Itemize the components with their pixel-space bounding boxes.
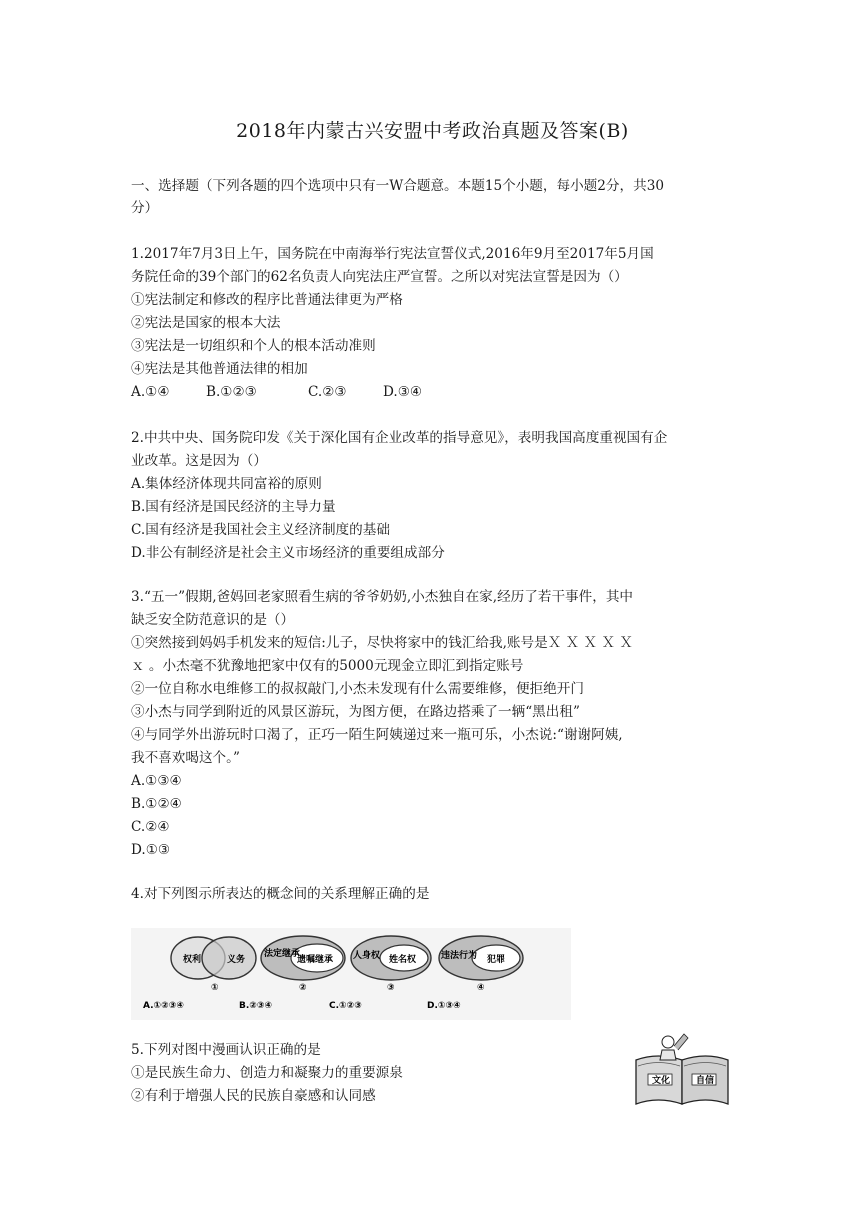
diagram-label: 犯罪	[487, 955, 506, 965]
q5-item: ①是民族生命力、创造力和凝聚力的重要源泉	[131, 1065, 403, 1081]
diagram-label: 人身权	[353, 951, 381, 961]
diagram-number: ①	[211, 983, 219, 993]
q3-stem: 3.“五一”假期,爸妈回老家照看生病的爷爷奶奶,小杰独自在家,经历了若干事件，其中	[131, 589, 634, 605]
diagram-label: 法定继承	[264, 949, 301, 959]
cartoon-book-image	[628, 1030, 736, 1108]
q5-item: ②有利于增强人民的民族自豪感和认同感	[131, 1088, 376, 1104]
q2-option-b: B.国有经济是国民经济的主导力量	[131, 499, 336, 515]
q1-option-b: B.①②③	[206, 384, 257, 400]
q1-option-c: C.②③	[308, 384, 347, 400]
q3-option-a: A.①③④	[131, 773, 182, 789]
diagram-label: 遗嘱继承	[297, 955, 334, 965]
q1-item: ④宪法是其他普通法律的相加	[131, 361, 308, 377]
diagram-number: ④	[477, 983, 485, 993]
diagram-label: 违法行为	[441, 951, 478, 961]
q2-option-c: C.国有经济是我国社会主义经济制度的基础	[131, 522, 390, 538]
q3-item: ③小杰与同学到附近的风景区游玩，为图方便，在路边搭乘了一辆“黑出租”	[131, 704, 580, 720]
diagram-label: 权利	[183, 955, 202, 965]
cartoon-label-confidence: 自信	[696, 1076, 715, 1086]
q5-stem: 5.下列对图中漫画认识正确的是	[131, 1042, 321, 1058]
diagram-label: 义务	[227, 955, 246, 965]
q1-stem-cont: 务院任命的39个部门的62名负责人向宪法庄严宣誓。之所以对宪法宣誓是因为（）	[131, 269, 628, 285]
diagram-number: ②	[299, 983, 307, 993]
q3-item: ①突然接到妈妈手机发来的短信:儿子，尽快将家中的钱汇给我,账号是Ｘ Ｘ Ｘ Ｘ Ｘ	[131, 635, 633, 651]
diagram-option: C.①②③	[329, 1001, 362, 1011]
diagram-option: A.①②③④	[143, 1001, 185, 1011]
diagram-label: 姓名权	[389, 955, 417, 965]
q3-option-c: C.②④	[131, 819, 170, 835]
q2-option-a: A.集体经济体现共同富裕的原则	[131, 476, 322, 492]
q2-option-d: D.非公有制经济是社会主义市场经济的重要组成部分	[131, 545, 445, 561]
diagram-number: ③	[387, 983, 395, 993]
q2-stem: 2.中共中央、国务院印发《关于深化国有企业改革的指导意见》，表明我国高度重视国有企	[131, 430, 668, 446]
q3-option-b: B.①②④	[131, 796, 182, 812]
concept-diagram	[131, 928, 571, 1020]
q1-item: ①宪法制定和修改的程序比普通法律更为严格	[131, 292, 403, 308]
q1-item: ②宪法是国家的根本大法	[131, 315, 281, 331]
diagram-option: B.②③④	[239, 1001, 273, 1011]
q1-option-a: A.①④	[131, 384, 170, 400]
q3-stem-cont: 缺乏安全防范意识的是（）	[131, 612, 295, 628]
section-heading: 一、选择题（下列各题的四个选项中只有一W合题意。本题15个小题，每小题2分，共30	[131, 178, 664, 194]
q2-stem-cont: 业改革。这是因为（）	[131, 453, 267, 469]
q1-item: ③宪法是一切组织和个人的根本活动准则	[131, 338, 376, 354]
q3-option-d: D.①③	[131, 842, 171, 858]
q3-item: ②一位自称水电维修工的叔叔敲门,小杰未发现有什么需要维修，便拒绝开门	[131, 681, 584, 697]
page-title: 2018年内蒙古兴安盟中考政治真题及答案(B)	[236, 120, 629, 142]
diagram-option: D.①③④	[427, 1001, 461, 1011]
section-heading-cont: 分）	[131, 200, 159, 216]
q3-item: ④与同学外出游玩时口渴了，正巧一陌生阿姨递过来一瓶可乐，小杰说:“谢谢阿姨,	[131, 727, 623, 743]
q4-stem: 4.对下列图示所表达的概念间的关系理解正确的是	[131, 886, 430, 902]
q3-item-cont: 我不喜欢喝这个。”	[131, 750, 240, 766]
q1-stem: 1.2017年7月3日上午，国务院在中南海举行宪法宣誓仪式,2016年9月至2017年5月国	[131, 246, 654, 262]
q1-option-d: D.③④	[383, 384, 423, 400]
q3-item-cont: ｘ 。小杰毫不犹豫地把家中仅有的5000元现金立即汇到指定账号	[131, 658, 524, 674]
cartoon-label-culture: 文化	[652, 1076, 671, 1086]
